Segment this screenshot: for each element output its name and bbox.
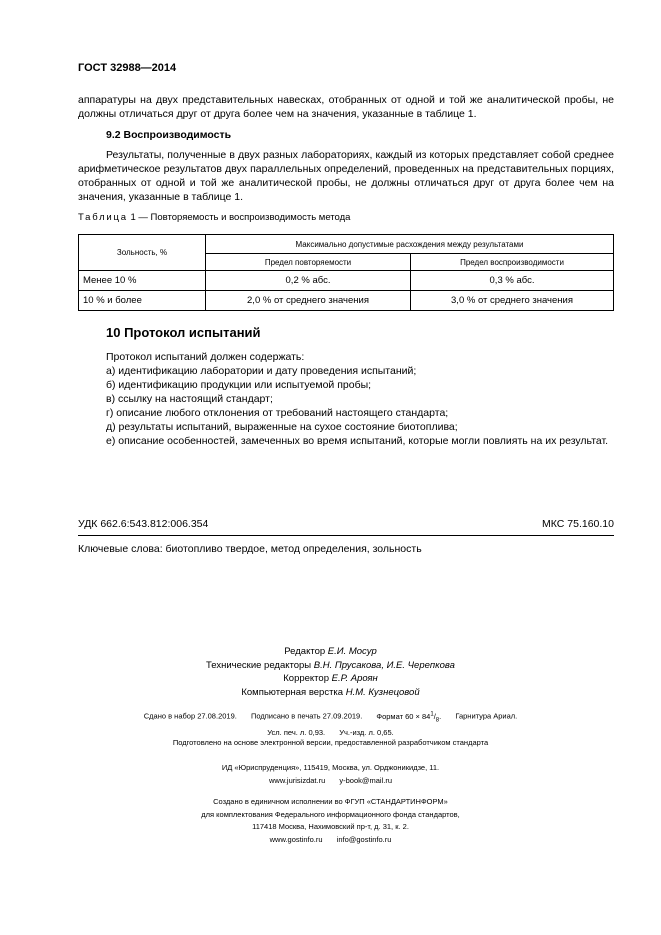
typeset-date: Сдано в набор 27.08.2019. — [143, 711, 237, 721]
section-9-2-text: Результаты, полученные в двух разных лабораториях, каждый из которых представляет собой среднее арифметическое результатов двух параллельных определений, проведенных на представительных порциях, отобранных от одной и той же аналитической пробы, не должны отличаться друг от друга более чем на значения, указанные в таблице 1. — [78, 149, 614, 203]
table-caption-text: 1 — Повторяемость и воспроизводимость метода — [130, 212, 351, 223]
publisher-email-link[interactable]: y-book@mail.ru — [339, 775, 392, 785]
list-item: в) ссылку на настоящий стандарт; — [106, 393, 273, 405]
publisher-site-link[interactable]: www.jurisizdat.ru — [269, 775, 326, 785]
gostinfo-email-link[interactable]: info@gostinfo.ru — [336, 834, 392, 844]
credits-block — [0, 645, 661, 699]
list-item: е) описание особенностей, замеченных во время испытаний, которые могли повлиять на их результат. — [106, 435, 609, 447]
credit-tech-editors: Технические редакторы В.Н. Прусакова, И.Е. Черепкова — [206, 659, 455, 671]
signed-date: Подписано в печать 27.09.2019. — [250, 711, 363, 721]
header-group: Максимально допустимые расхождения между результатами — [206, 235, 614, 254]
cell-repeatability: 2,0 % от среднего значения — [206, 291, 411, 311]
footer-divider — [78, 535, 614, 536]
results-table — [78, 234, 614, 311]
cell-reproducibility: 0,3 % абс. — [411, 271, 614, 291]
continuation-paragraph: аппаратуры на двух представительных навесках, отобранных от одной и той же аналитической пробы, не должны отличаться друг от друга более чем на значения, указанные в таблице 1. — [78, 94, 614, 120]
imprint-print-info — [0, 708, 661, 739]
table-caption-label: Таблица — [78, 212, 128, 223]
section-9-2-title: 9.2 Воспроизводимость — [106, 129, 232, 141]
publisher-block — [0, 762, 661, 787]
credit-corrector: Корректор Е.Р. Ароян — [283, 673, 378, 684]
header-repeatability: Предел повторяемости — [206, 254, 411, 271]
mks-code: МКС 75.160.10 — [542, 518, 614, 530]
prepared-note: Подготовлено на основе электронной версии, предоставленной разработчиком стандарта — [172, 738, 489, 747]
typeface: Гарнитура Ариал. — [455, 711, 518, 721]
creator-block — [0, 796, 661, 846]
publisher-sheets: Уч.-изд. л. 0,65. — [339, 727, 394, 737]
table-row — [79, 271, 614, 291]
list-item: д) результаты испытаний, выраженные на сухое состояние биотоплива; — [106, 421, 458, 433]
udc-code: УДК 662.6:543.812:006.354 — [78, 518, 209, 530]
header-reproducibility: Предел воспроизводимости — [411, 254, 614, 271]
credit-editor: Редактор Е.И. Мосур — [284, 646, 377, 657]
table-row — [79, 291, 614, 311]
protocol-list — [106, 350, 608, 448]
keywords: Ключевые слова: биотопливо твердое, метод определения, зольность — [78, 543, 422, 555]
cell-ash: Менее 10 % — [79, 271, 206, 291]
print-sheets: Усл. печ. л. 0,93. — [267, 727, 326, 737]
cell-ash: 10 % и более — [79, 291, 206, 311]
header-ash: Зольность, % — [79, 235, 206, 271]
fund-purpose: для комплектования Федерального информационного фонда стандартов, — [201, 809, 460, 819]
gostinfo-site-link[interactable]: www.gostinfo.ru — [269, 834, 323, 844]
credit-layout: Компьютерная верстка Н.М. Кузнецовой — [241, 686, 420, 698]
table-caption — [78, 212, 350, 223]
cell-repeatability: 0,2 % абс. — [206, 271, 411, 291]
list-item: г) описание любого отклонения от требований настоящего стандарта; — [106, 407, 449, 419]
document-header: ГОСТ 32988—2014 — [78, 62, 177, 74]
list-item: б) идентификацию продукции или испытуемой пробы; — [106, 379, 372, 391]
publisher-address: ИД «Юриспруденция», 115419, Москва, ул. Орджоникидзе, 11. — [221, 763, 440, 772]
section-10-title: 10 Протокол испытаний — [106, 325, 261, 340]
paper-format: Формат $60 \times 84^1/_8$. — [376, 711, 442, 723]
protocol-intro: Протокол испытаний должен содержать: — [106, 351, 305, 363]
cell-reproducibility: 3,0 % от среднего значения — [411, 291, 614, 311]
created-by: Создано в единичном исполнении во ФГУП «СТАНДАРТИНФОРМ» — [213, 797, 448, 806]
creator-address: 117418 Москва, Нахимовский пр-т, д. 31, к. 2. — [252, 822, 409, 831]
list-item: а) идентификацию лаборатории и дату проведения испытаний; — [106, 365, 417, 377]
